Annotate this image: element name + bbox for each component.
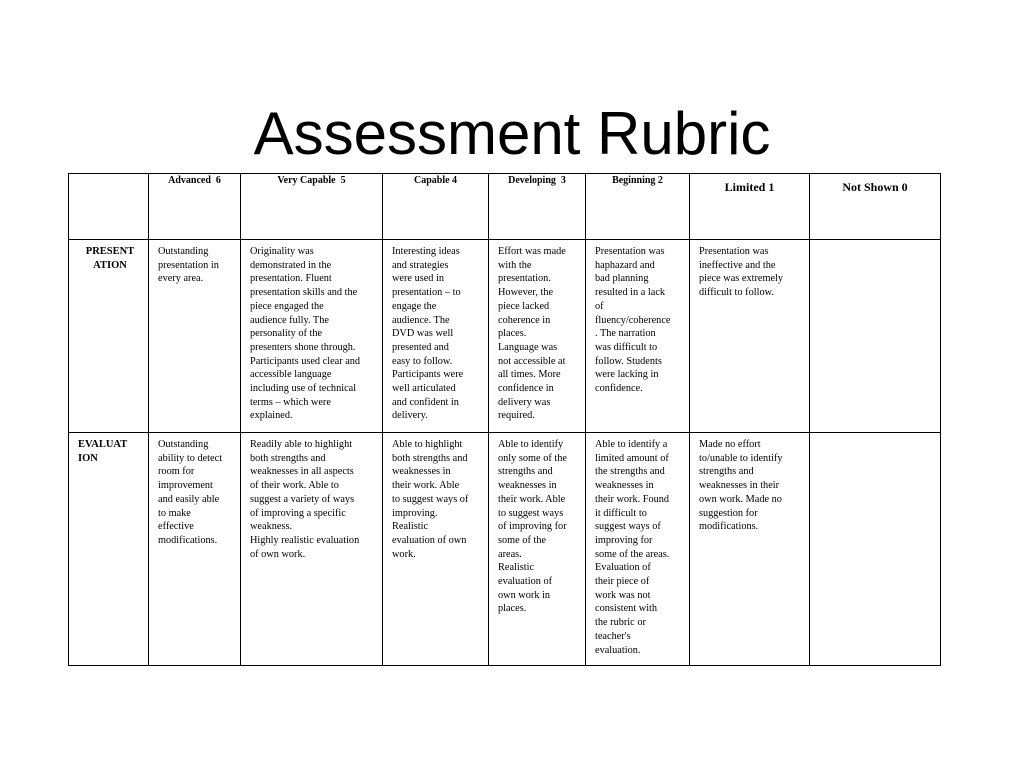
cell-line: confidence in — [498, 383, 554, 395]
cell-line: work was not — [595, 589, 651, 601]
cell-line: Able to identify — [498, 439, 564, 450]
cell-line: every area. — [158, 273, 204, 285]
cell-line: improvement — [158, 480, 213, 492]
cell-presentation-beginning — [586, 240, 690, 433]
cell-line: to/unable to identify — [699, 452, 783, 464]
cell-line: their piece of — [595, 576, 650, 588]
cell-line: Effort was made — [498, 246, 566, 257]
header-capable: Capable 4 — [383, 174, 489, 240]
cell-line: with the — [498, 259, 532, 271]
cell-line: own work in — [498, 589, 551, 601]
cell-line: Participants used clear and — [250, 355, 361, 367]
cell-line: Language was — [498, 341, 558, 353]
cell-line: well articulated — [392, 383, 456, 395]
cell-evaluation-beginning — [586, 433, 690, 666]
cell-evaluation-limited — [690, 433, 810, 666]
cell-line: explained. — [250, 410, 293, 422]
cell-line: areas. — [498, 548, 522, 560]
cell-line: were lacking in — [595, 369, 659, 381]
table-row — [69, 433, 941, 666]
cell-line: suggest ways of — [595, 521, 661, 533]
cell-line: weaknesses in — [392, 466, 451, 478]
cell-line: However, the — [498, 287, 554, 299]
cell-line: to suggest ways of — [392, 493, 469, 505]
cell-line: were used in — [392, 273, 445, 285]
cell-line: evaluation of — [498, 576, 553, 588]
cell-line: places. — [498, 603, 527, 615]
cell-line: presented and — [392, 341, 449, 353]
cell-line: of — [595, 300, 604, 312]
cell-line: Outstanding — [158, 439, 209, 450]
header-limited: Limited 1 — [690, 174, 810, 240]
cell-line: weaknesses in — [498, 480, 557, 492]
cell-line: weaknesses in — [595, 480, 654, 492]
cell-line: accessible language — [250, 369, 332, 381]
row-label-presentation: PRESENT ATION — [69, 240, 149, 433]
cell-line: all times. More — [498, 369, 561, 381]
cell-line: haphazard and — [595, 259, 655, 271]
cell-line: teacher's — [595, 630, 631, 642]
cell-line: Outstanding — [158, 246, 209, 257]
cell-line: delivery. — [392, 410, 428, 422]
cell-evaluation-developing — [489, 433, 586, 666]
cell-line: resulted in a lack — [595, 287, 666, 299]
cell-line: Realistic — [498, 562, 535, 574]
cell-presentation-limited — [690, 240, 810, 433]
header-developing: Developing 3 — [489, 174, 586, 240]
cell-presentation-capable — [383, 240, 489, 433]
cell-line: Highly realistic evaluation — [250, 534, 360, 546]
cell-presentation-not-shown — [810, 240, 941, 433]
cell-line: the rubric or — [595, 617, 646, 629]
cell-line: presentation – to — [392, 287, 461, 299]
cell-line: evaluation of own — [392, 534, 467, 546]
cell-line: weakness. — [250, 521, 293, 533]
cell-line: audience fully. The — [250, 314, 329, 326]
cell-line: effective — [158, 521, 194, 533]
cell-line: Made no effort — [699, 439, 761, 450]
cell-line: Able to identify a — [595, 439, 668, 450]
cell-line: personality of the — [250, 328, 323, 340]
cell-line: audience. The — [392, 314, 450, 326]
cell-line: and confident in — [392, 396, 459, 408]
cell-line: strengths and — [699, 466, 754, 478]
cell-line: to make — [158, 507, 191, 519]
cell-line: engage the — [392, 300, 437, 312]
cell-line: fluency/coherence — [595, 314, 671, 326]
cell-line: improving for — [595, 534, 653, 546]
cell-line: Presentation was — [595, 246, 665, 257]
cell-line: some of the — [498, 534, 547, 546]
cell-line: weaknesses in their — [699, 480, 780, 492]
cell-line: the strengths and — [595, 466, 665, 478]
cell-line: both strengths and — [392, 452, 468, 464]
page-title: Assessment Rubric — [253, 100, 771, 167]
cell-line: improving. — [392, 507, 438, 519]
cell-line: piece engaged the — [250, 300, 324, 312]
cell-line: of improving a specific — [250, 507, 346, 519]
cell-line: and easily able — [158, 493, 220, 505]
cell-evaluation-not-shown — [810, 433, 941, 666]
cell-line: ability to detect — [158, 452, 223, 464]
cell-line: Realistic — [392, 521, 429, 533]
cell-line: suggest a variety of ways — [250, 493, 355, 505]
cell-line: evaluation. — [595, 644, 641, 656]
header-very-capable: Very Capable 5 — [241, 174, 383, 240]
cell-line: Interesting ideas — [392, 246, 460, 257]
cell-line: presentation. Fluent — [250, 273, 332, 285]
cell-line: Readily able to highlight — [250, 439, 353, 450]
cell-line: Presentation was — [699, 246, 769, 257]
cell-line: of own work. — [250, 548, 306, 560]
cell-line: places. — [498, 328, 527, 340]
cell-line: their work. Found — [595, 493, 670, 505]
row-label-evaluation: EVALUAT ION — [69, 433, 149, 666]
cell-line: not accessible at — [498, 355, 566, 367]
header-not-shown: Not Shown 0 — [810, 174, 941, 240]
cell-line: presentation. — [498, 273, 551, 285]
cell-line: easy to follow. — [392, 355, 453, 367]
cell-line: coherence in — [498, 314, 551, 326]
cell-line: Originality was — [250, 246, 314, 257]
cell-line: demonstrated in the — [250, 259, 332, 271]
cell-line: was difficult to — [595, 341, 658, 353]
cell-line: their work. Able — [392, 480, 460, 492]
cell-presentation-very-capable — [241, 240, 383, 433]
cell-line: it difficult to — [595, 507, 647, 519]
cell-line: piece was extremely — [699, 273, 784, 285]
cell-line: of their work. Able to — [250, 480, 339, 492]
cell-line: some of the areas. — [595, 548, 670, 560]
cell-line: delivery was — [498, 396, 551, 408]
cell-line: their work. Able — [498, 493, 566, 505]
cell-line: including use of technical — [250, 383, 357, 395]
cell-line: presentation skills and the — [250, 287, 358, 299]
cell-line: weaknesses in all aspects — [250, 466, 354, 478]
cell-line: difficult to follow. — [699, 287, 774, 299]
cell-line: strengths and — [498, 466, 553, 478]
cell-line: room for — [158, 466, 195, 478]
cell-line: Evaluation of — [595, 562, 651, 574]
cell-presentation-developing — [489, 240, 586, 433]
header-advanced: Advanced 6 — [149, 174, 241, 240]
cell-presentation-advanced — [149, 240, 241, 433]
cell-line: of improving for — [498, 521, 567, 533]
cell-line: own work. Made no — [699, 493, 782, 505]
cell-line: confidence. — [595, 383, 643, 395]
cell-line: terms – which were — [250, 396, 331, 408]
cell-line: only some of the — [498, 452, 567, 464]
cell-line: and strategies — [392, 259, 449, 271]
cell-line: follow. Students — [595, 355, 662, 367]
header-beginning: Beginning 2 — [586, 174, 690, 240]
cell-line: ineffective and the — [699, 259, 776, 271]
cell-evaluation-very-capable — [241, 433, 383, 666]
cell-evaluation-capable — [383, 433, 489, 666]
cell-line: suggestion for — [699, 507, 758, 519]
rubric-table — [68, 173, 941, 666]
cell-line: consistent with — [595, 603, 658, 615]
cell-line: work. — [392, 548, 416, 560]
cell-line: piece lacked — [498, 300, 550, 312]
cell-line: modifications. — [158, 534, 218, 546]
cell-line: to suggest ways — [498, 507, 564, 519]
header-corner-cell — [69, 174, 149, 240]
cell-line: both strengths and — [250, 452, 326, 464]
cell-line: Able to highlight — [392, 439, 463, 450]
cell-line: required. — [498, 410, 535, 422]
header-row — [69, 174, 941, 240]
cell-line: . The narration — [595, 328, 656, 340]
cell-line: Participants were — [392, 369, 464, 381]
cell-line: presenters shone through. — [250, 341, 356, 353]
cell-line: DVD was well — [392, 328, 454, 340]
cell-line: bad planning — [595, 273, 649, 285]
cell-line: modifications. — [699, 521, 759, 533]
cell-line: limited amount of — [595, 452, 669, 464]
table-row — [69, 240, 941, 433]
cell-line: presentation in — [158, 259, 219, 271]
cell-evaluation-advanced — [149, 433, 241, 666]
